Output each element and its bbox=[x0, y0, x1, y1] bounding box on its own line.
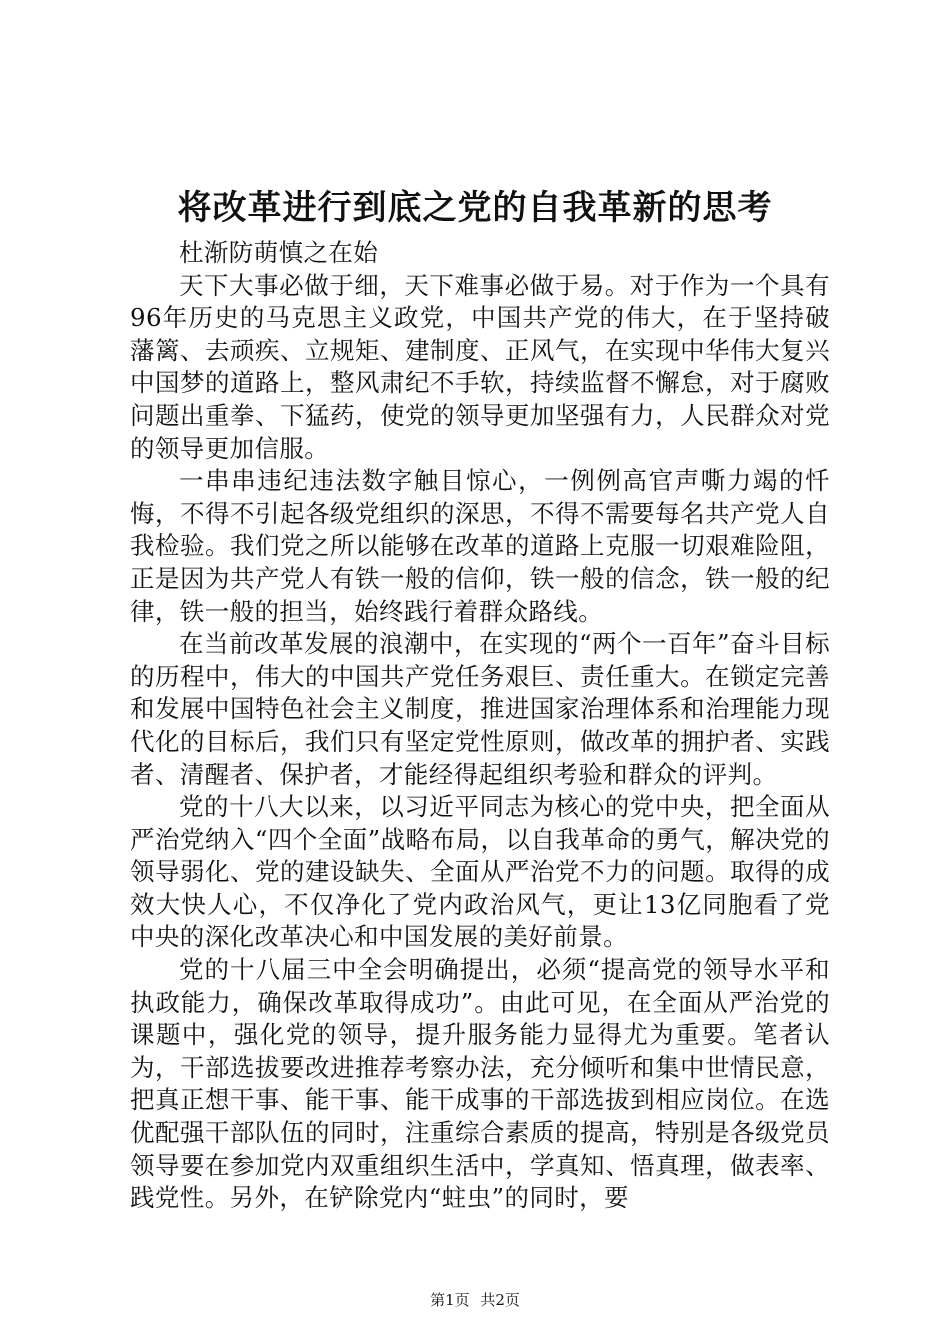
page-footer bbox=[0, 1290, 950, 1310]
paragraph: 在当前改革发展的浪潮中，在实现的“两个一百年”奋斗目标的历程中，伟大的中国共产党任务艰巨、责任重大。在锁定完善和发展中国特色社会主义制度，推进国家治理体系和治理能力现代化的目标后，我们只有坚定党性原则，做改革的拥护者、实践者、清醒者、保护者，才能经得起组织考验和群众的评判。 bbox=[130, 629, 830, 789]
paragraph: 党的十八大以来，以习近平同志为核心的党中央，把全面从严治党纳入“四个全面”战略布局，以自我革命的勇气，解决党的领导弱化、党的建设缺失、全面从严治党不力的问题。取得的成效大快人心，不仅净化了党内政治风气，更让13亿同胞看了党中央的深化改革决心和中国发展的美好前景。 bbox=[130, 792, 830, 952]
paragraph: 党的十八届三中全会明确提出，必须“提高党的领导水平和执政能力，确保改革取得成功”。由此可见，在全面从严治党的课题中，强化党的领导，提升服务能力显得尤为重要。笔者认为，干部选拔要改进推荐考察办法，充分倾听和集中世情民意，把真正想干事、能干事、能干成事的干部选拔到相应岗位。在选优配强干部队伍的同时，注重综合素质的提高，特别是各级党员领导要在参加党内双重组织生活中，学真知、悟真理，做表率、践党性。另外，在铲除党内“蛀虫”的同时，要 bbox=[130, 955, 830, 1213]
page-number-total: 共2页 bbox=[480, 1291, 520, 1309]
page-number-current: 第1页 bbox=[430, 1291, 470, 1309]
document-title: 将改革进行到底之党的自我革新的思考 bbox=[177, 188, 773, 228]
document-body bbox=[130, 237, 830, 1215]
paragraph: 一串串违纪违法数字触目惊心，一例例高官声嘶力竭的忏悔，不得不引起各级党组织的深思，不得不需要每名共产党人自我检验。我们党之所以能够在改革的道路上克服一切艰难险阻，正是因为共产党人有铁一般的信仰，铁一般的信念，铁一般的纪律，铁一般的担当，始终践行着群众路线。 bbox=[130, 466, 830, 626]
paragraph: 天下大事必做于细，天下难事必做于易。对于作为一个具有96年历史的马克思主义政党，中国共产党的伟大，在于坚持破藩篱、去顽疾、立规矩、建制度、正风气，在实现中华伟大复兴中国梦的道路上，整风肃纪不手软，持续监督不懈怠，对于腐败问题出重拳、下猛药，使党的领导更加坚强有力，人民群众对党的领导更加信服。 bbox=[130, 270, 830, 463]
document-subtitle: 杜渐防萌慎之在始 bbox=[179, 238, 379, 267]
